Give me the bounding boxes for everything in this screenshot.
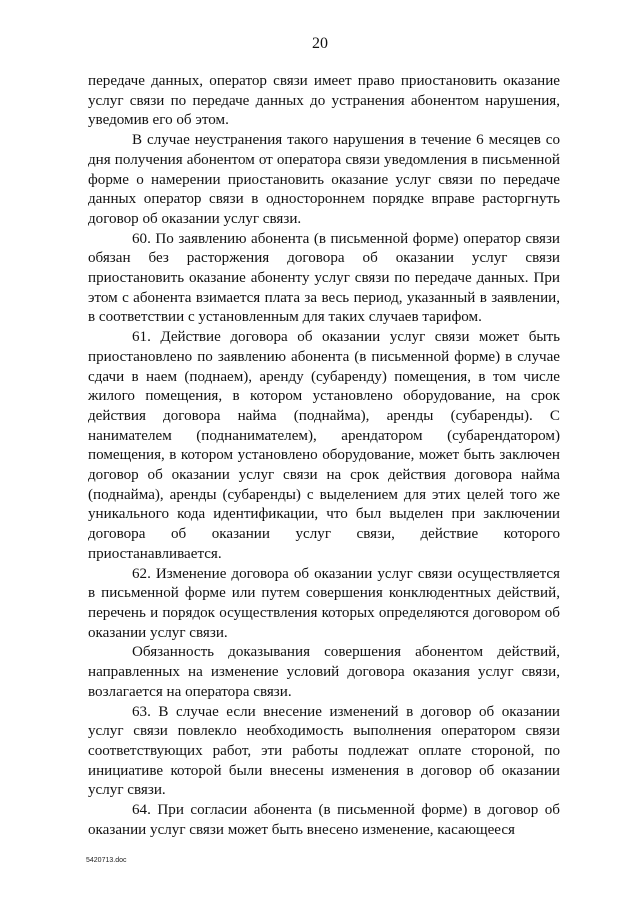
document-file-code: 5420713.doc (86, 857, 127, 864)
paragraph-clause-61: 61. Действие договора об оказании услуг связи может быть приостановлено по заявлению абонента (в письменной форме) в случае сдачи в наем (поднаем), аренду (субаренду) помещения, в том числе жилого помещения, в котором установлено оборудование, на срок действия договора найма (поднайма), аренды (субаренды). С нанимателем (поднанимателем), арендатором (субарендатором) помещения, в котором установлено оборудование, может быть заключен договор об оказании услуг связи на срок действия договора найма (поднайма), аренды (субаренды) с выделением для этих целей того же уникального кода идентификации, что был выделен при заключении договора об оказании услуг связи, действие которого приостанавливается. (88, 329, 560, 562)
paragraph-clause-63: 63. В случае если внесение изменений в договор об оказании услуг связи повлекло необходимость выполнения оператором связи соответствующих работ, эти работы подлежат оплате стороной, по инициативе которой были внесены изменения в договор об оказании услуг связи. (88, 703, 560, 799)
document-body (88, 72, 560, 840)
paragraph-nonremedy-termination: В случае неустранения такого нарушения в течение 6 месяцев со дня получения абонентом от оператора связи уведомления в письменной форме о намерении приостановить оказание услуг связи по передаче данных оператор связи в одностороннем порядке вправе расторгнуть договор об оказании услуг связи. (88, 132, 560, 227)
paragraph-clause-62: 62. Изменение договора об оказании услуг связи осуществляется в письменной форме или путем совершения конклюдентных действий, перечень и порядок осуществления которых определяются договором об оказании услуг связи. (88, 565, 560, 641)
page-number: 20 (312, 35, 328, 52)
paragraph-clause-64: 64. При согласии абонента (в письменной форме) в договор об оказании услуг связи может быть внесено изменение, касающееся (88, 802, 560, 838)
paragraph-continuation: передаче данных, оператор связи имеет право приостановить оказание услуг связи по передаче данных до устранения абонентом нарушения, уведомив его об этом. (88, 73, 560, 129)
paragraph-clause-60: 60. По заявлению абонента (в письменной форме) оператор связи обязан без расторжения договора об оказании услуг связи приостановить оказание абоненту услуг связи по передаче данных. При этом с абонента взимается плата за весь период, указанный в заявлении, в соответствии с установленным для таких случаев тарифом. (88, 230, 560, 326)
paragraph-burden-of-proof: Обязанность доказывания совершения абонентом действий, направленных на изменение условий договора оказания услуг связи, возлагается на оператора связи. (88, 644, 560, 700)
